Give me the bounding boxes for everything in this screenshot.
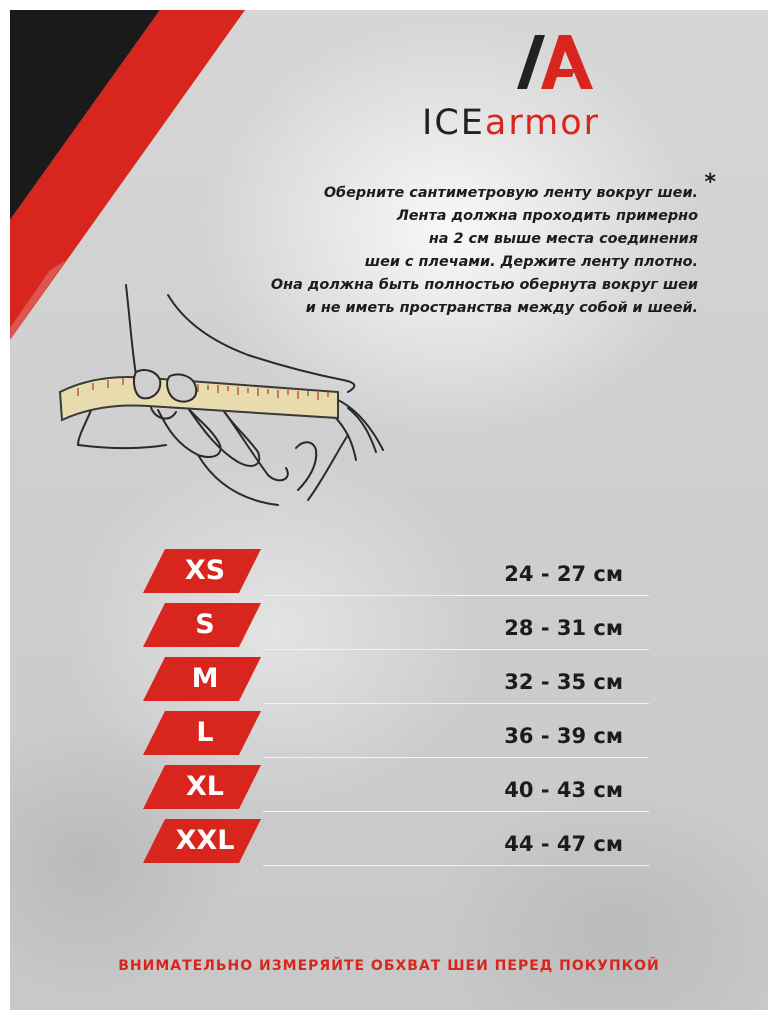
logo-mark-icon: [515, 35, 605, 105]
logo-text-armor: armor: [484, 103, 600, 143]
size-label: XL: [185, 771, 225, 802]
row-divider: [263, 595, 649, 597]
instruction-line: Лента должна проходить примерно: [396, 208, 698, 224]
row-divider: [263, 757, 649, 759]
size-badge: [143, 711, 261, 755]
size-label: XS: [184, 555, 226, 586]
size-badge: [143, 765, 261, 809]
instruction-line: Оберните сантиметровую ленту вокруг шеи.: [323, 185, 698, 201]
size-row: [143, 711, 649, 755]
size-range: 36 - 39 см: [504, 724, 623, 748]
instruction-line: шеи с плечами. Держите ленту плотно.: [364, 254, 698, 270]
size-row: [143, 765, 649, 809]
size-row: [143, 603, 649, 647]
brand-logo: [420, 35, 720, 145]
size-label: S: [195, 609, 215, 640]
size-badge: [143, 657, 261, 701]
instruction-line: и не иметь пространства между собой и шеей.: [305, 300, 698, 316]
size-range: 44 - 47 см: [504, 832, 623, 856]
size-badge: [143, 549, 261, 593]
instruction-line: на 2 см выше места соединения: [428, 231, 698, 247]
size-range: 28 - 31 см: [504, 616, 623, 640]
size-badge: [143, 819, 261, 863]
size-chart-page: [10, 10, 768, 1010]
logo-text-ice: ICE: [422, 103, 485, 143]
row-divider: [263, 703, 649, 705]
measuring-tape-neck-icon: [48, 280, 393, 510]
size-label: L: [196, 717, 214, 748]
size-row: [143, 657, 649, 701]
size-row: [143, 819, 649, 863]
size-range: 32 - 35 см: [504, 670, 623, 694]
size-range: 40 - 43 см: [504, 778, 623, 802]
size-row: [143, 549, 649, 593]
row-divider: [263, 649, 649, 651]
size-label: M: [191, 663, 219, 694]
footnote-asterisk: *: [704, 170, 716, 195]
size-label: XXL: [175, 825, 235, 856]
size-badge: [143, 603, 261, 647]
row-divider: [263, 865, 649, 867]
logo-wordmark: [422, 103, 600, 143]
size-range: 24 - 27 см: [504, 562, 623, 586]
instruction-line: Она должна быть полностью обернута вокруг шеи: [270, 277, 698, 293]
footer-warning: ВНИМАТЕЛЬНО ИЗМЕРЯЙТЕ ОБХВАТ ШЕИ ПЕРЕД ПОКУПКОЙ: [118, 958, 660, 974]
row-divider: [263, 811, 649, 813]
